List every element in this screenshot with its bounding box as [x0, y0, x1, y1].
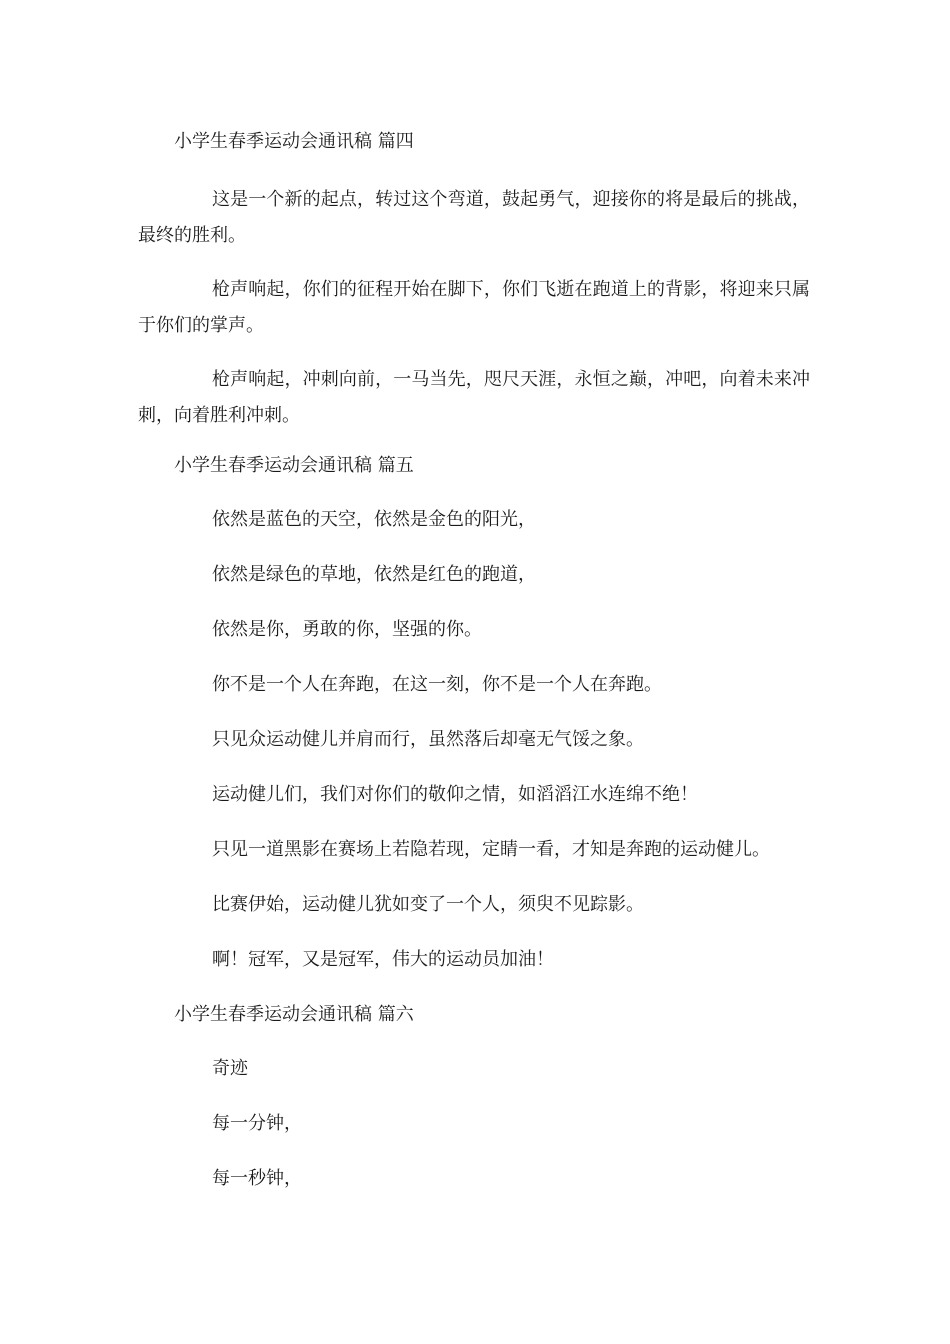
poem-line: 依然是绿色的草地，依然是红色的跑道，: [212, 564, 536, 585]
document-page: [138, 128, 810, 1220]
poem-line: 每一秒钟，: [212, 1168, 302, 1189]
poem-line: 比赛伊始，运动健儿犹如变了一个人，须臾不见踪影。: [212, 894, 644, 915]
poem-line: 只见一道黑影在赛场上若隐若现，定睛一看，才知是奔跑的运动健儿。: [212, 839, 770, 860]
poem-line: 依然是你，勇敢的你，坚强的你。: [212, 619, 482, 640]
section-heading-4: 小学生春季运动会通讯稿 篇四: [174, 131, 414, 152]
poem-line: 只见众运动健儿并肩而行，虽然落后却毫无气馁之象。: [212, 729, 644, 750]
poem-line: 依然是蓝色的天空，依然是金色的阳光，: [212, 509, 536, 530]
paragraph: 枪声响起，你们的征程开始在脚下，你们飞逝在跑道上的背影，将迎来只属于你们的掌声。: [138, 279, 810, 336]
poem-title: 奇迹: [212, 1058, 248, 1079]
paragraph: 枪声响起，冲刺向前，一马当先，咫尺天涯，永恒之巅，冲吧，向着未来冲刺，向着胜利冲刺。: [138, 369, 810, 426]
poem-line: 你不是一个人在奔跑，在这一刻，你不是一个人在奔跑。: [212, 674, 662, 695]
section-heading-6: 小学生春季运动会通讯稿 篇六: [174, 1004, 414, 1025]
section-heading-5: 小学生春季运动会通讯稿 篇五: [174, 455, 414, 476]
poem-line: 啊！冠军，又是冠军，伟大的运动员加油！: [212, 949, 554, 970]
poem-line: 运动健儿们，我们对你们的敬仰之情，如滔滔江水连绵不绝！: [212, 784, 698, 805]
paragraph: 这是一个新的起点，转过这个弯道，鼓起勇气，迎接你的将是最后的挑战，最终的胜利。: [138, 189, 810, 246]
poem-line: 每一分钟，: [212, 1113, 302, 1134]
